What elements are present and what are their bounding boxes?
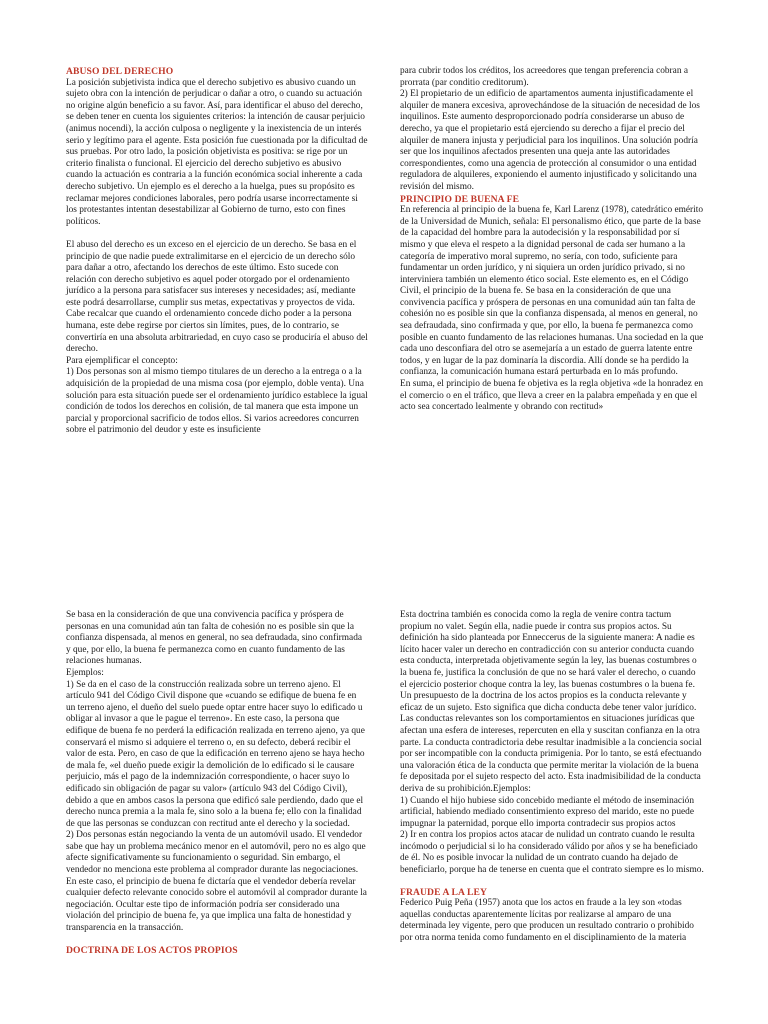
paragraph: 2) Dos personas están negociando la venta de un automóvil usado. El vendedor sabe que hay un problema mecánico menor en el automóvil, pero no es algo que afecte significativamente su funcionamiento o seguridad. Sin embargo, el vendedor no menciona este problema al comprador durante las negociaciones. En este caso, el principio de buena fe dictaría que el vendedor debería revelar cualquier defecto relevante conocido sobre el automóvil al comprador durante la negociación. Ocultar este tipo de información podría ser considerado una violación del principio de buena fe, ya que implica una falta de honestidad y transparencia en la transacción. bbox=[66, 830, 367, 934]
paragraph: 2) Ir en contra los propios actos atacar de nulidad un contrato cuando le resulta incómodo o perjudicial si lo ha considerado válido por años y se ha beneficiado de él. No es posible invocar la nulidad de un contrato cuando ha dejado de beneficiarlo, porque ha de tenerse en cuenta que el contrato siempre es lo mismo. bbox=[400, 830, 704, 876]
section-heading-abuso-del-derecho: ABUSO DEL DERECHO bbox=[66, 66, 174, 77]
paragraph: 2) El propietario de un edificio de apartamentos aumenta injustificadamente el alquiler de manera excesiva, aprovechándose de la situación de necesidad de los inquilinos. Este aumento desproporcionado podría considerarse un abuso de derecho, ya que el propietario está ejerciendo su derecho a fijar el precio del alquiler de manera injusta y perjudicial para los inquilinos. Una solución podría ser que los inquilinos afectados presenten una queja ante las autoridades correspondientes, como una agencia de protección al consumidor o una entidad reguladora de alquileres, exponiendo el aumento injustificado y solicitando una revisión del mismo. bbox=[400, 89, 700, 192]
page1-right-column bbox=[400, 66, 704, 414]
paragraph: para cubrir todos los créditos, los acreedores que tengan preferencia cobran a prorrata (par conditio creditorum). bbox=[400, 66, 688, 88]
paragraph-gap bbox=[66, 228, 368, 240]
paragraph: Para ejemplificar el concepto: bbox=[66, 355, 178, 366]
paragraph: 1) Dos personas son al mismo tiempo titulares de un derecho a la entrega o a la adquisición de la propiedad de una misma cosa (por ejemplo, doble venta). Una solución para esta situación puede ser el ordenamiento jurídico establece la igual condición de todos los derechos en colisión, de tal manera que esta impone un parcial y proporcional sacrificio de todos ellos. Si varios acreedores concurren sobre el patrimonio del deudor y este es insuficiente bbox=[66, 367, 368, 436]
paragraph: Esta doctrina también es conocida como la regla de venire contra tactum propium no valet. Según ella, nadie puede ir contra sus propios actos. Su definición ha sido planteada por Enneccerus de la siguiente manera: A nadie es lícito hacer valer un derecho en contradicción con su anterior conducta cuando esta conducta, interpretada objetivamente según la ley, las buenas costumbres o la buena fe, justifica la conclusión de que no se hará valer el derecho, o cuando el ejercicio posterior choque contra la ley, las buenas costumbres o la buena fe. bbox=[400, 610, 697, 690]
paragraph: 1) Cuando el hijo hubiese sido concebido mediante el método de inseminación artificial, habiendo mediado consentimiento expreso del marido, este no puede impugnar la paternidad, porque ello importa contradecir sus propios actos bbox=[400, 795, 694, 829]
paragraph: En referencia al principio de la buena fe, Karl Larenz (1978), catedrático emérito de la Universidad de Munich, señala: El personalismo ético, que parte de la base de la capacidad del hombre para la autodecisión y la responsabilidad por sí mismo y que eleva el respeto a la dignidad personal de cada ser humano a la categoría de imperativo moral supremo, no sería, con todo, suficiente para fundamentar un orden jurídico, y ni siquiera un orden jurídico privado, si no interviniera también un elemento ético social. Este elemento es, en el Código Civil, el principio de la buena fe. Se basa en la consideración de que una convivencia pacífica y próspera de personas en una comunidad aún tan falta de cohesión no es posible sin que la confianza dispensada, al menos en general, no sea defraudada, sino confirmada y que, por ello, la buena fe permanezca como posible en cuanto fundamento de las relaciones humanas. Una sociedad en la que cada uno desconfiara del otro se asemejaría a un estado de guerra latente entre todos, y en lugar de la paz dominaría la discordia. Allí donde se ha perdido la confianza, la comunicación humana estará perturbada en lo más profundo. bbox=[400, 205, 704, 378]
paragraph: Se basa en la consideración de que una convivencia pacífica y próspera de personas en una comunidad aún tan falta de cohesión no es posible sin que la confianza dispensada, al menos en general, no sea defraudada, sino confirmada y que, por ello, la buena fe permanezca como en cuanto fundamento de las relaciones humanas. bbox=[66, 610, 363, 667]
paragraph: 1) Se da en el caso de la construcción realizada sobre un terreno ajeno. El artículo 941 del Código Civil dispone que «cuando se edifique de buena fe en un terreno ajeno, el dueño del suelo puede optar entre hacer suyo lo edificado u obligar al invasor a que le pague el terreno». En este caso, la persona que edifique de buena fe no perderá la edificación realizada en terreno ajeno, ya que conservará el mismo si adquiere el terreno o, en su defecto, deberá recibir el valor de esta. Pero, en caso de que la edificación en terreno ajeno se haya hecho de mala fe, «el dueño puede exigir la demolición de lo edificado si le causare perjuicio, más el pago de la indemnización correspondiente, o hacer suyo lo edificado sin obligación de pagar su valor» (artículo 943 del Código Civil), debido a que en ambos casos la persona que edificó sale perdiendo, dado que el derecho nunca premia a la mala fe, sino solo a la buena fe; ello con la finalidad de que las personas se conduzcan con rectitud ante el derecho y la sociedad. bbox=[66, 679, 365, 829]
section-heading-fraude-a-la-ley: FRAUDE A LA LEY bbox=[400, 886, 488, 898]
page1-left-column bbox=[66, 66, 368, 437]
paragraph: Un presupuesto de la doctrina de los actos propios es la conducta relevante y eficaz de un sujeto. Esto significa que dicha conducta debe tener valor jurídico. Las conductas relevantes son los comportamientos en situaciones jurídicas que afectan una esfera de intereses, repercuten en ella y suscitan confianza en la otra parte. La conducta contradictoria debe resultar inadmisible a la conciencia social por ser incompatible con la conducta primigenia. Por lo tanto, se está efectuando una valoración ética de la conducta que permite meritar la violación de la buena fe depositada por el sujeto respecto del acto. Esta inadmisibilidad de la conducta deriva de su prohibición.Ejemplos: bbox=[400, 691, 702, 794]
paragraph: El abuso del derecho es un exceso en el ejercicio de un derecho. Se basa en el principio de que nadie puede extralimitarse en el ejercicio de un derecho sólo para dañar a otro, afectando los derechos de este último. Esto sucede con relación con derecho subjetivo es aquel poder otorgado por el ordenamiento jurídico a la persona para satisfacer sus intereses y necesidades; así, mediante este podrá desarrollarse, cumplir sus metas, expectativas y proyectos de vida. Cabe recalcar que cuando el ordenamiento concede dicho poder a la persona humana, este debe regirse por ciertos sin límites, pues, de lo contrario, se convertiría en una absoluta arbitrariedad, en cuyo caso se produciría el abuso del derecho. bbox=[66, 239, 368, 355]
section-heading-principio-de-buena-fe: PRINCIPIO DE BUENA FE bbox=[400, 193, 520, 205]
page2-right-column bbox=[400, 610, 704, 945]
paragraph: Federico Puig Peña (1957) anota que los actos en fraude a la ley son «todas aquellas conductas aparentemente lícitas por realizarse al amparo de una determinada ley vigente, pero que producen un resultado contrario o prohibido por otra norma tenida como fundamento en el disciplinamiento de la materia bbox=[400, 898, 694, 944]
paragraph: En suma, el principio de buena fe objetiva es la regla objetiva «de la honradez en el comercio o en el tráfico, que lleva a creer en la palabra empeñada y en que el acto sea concertado lealmente y obrando con rectitud» bbox=[400, 379, 704, 413]
paragraph: Ejemplos: bbox=[66, 667, 104, 678]
section-heading-doctrina-de-los-actos-propios: DOCTRINA DE LOS ACTOS PROPIOS bbox=[66, 944, 238, 956]
page2-left-column bbox=[66, 610, 368, 956]
paragraph: La posición subjetivista indica que el derecho subjetivo es abusivo cuando un sujeto obra con la intención de perjudicar o dañar a otro, o cuando su actuación no origine algún beneficio a su favor. Así, para identificar el abuso del derecho, se deben tener en cuenta los siguientes criterios: la intención de causar perjuicio (animus nocendi), la acción culposa o negligente y la inexistencia de un interés serio y legítimo para el agente. Esta posición fue cuestionada por la dificultad de sus pruebas. Por otro lado, la posición objetivista es positiva: se rige por un criterio finalista o funcional. El ejercicio del derecho subjetivo es abusivo cuando la actuación es contraria a la función económica social inherente a cada derecho subjetivo. Un ejemplo es el derecho a la huelga, pues su propósito es reclamar mejores condiciones laborales, pero podría usarse incorrectamente si los protestantes intentan desestabilizar al Gobierno de turno, esto con fines políticos. bbox=[66, 77, 368, 227]
